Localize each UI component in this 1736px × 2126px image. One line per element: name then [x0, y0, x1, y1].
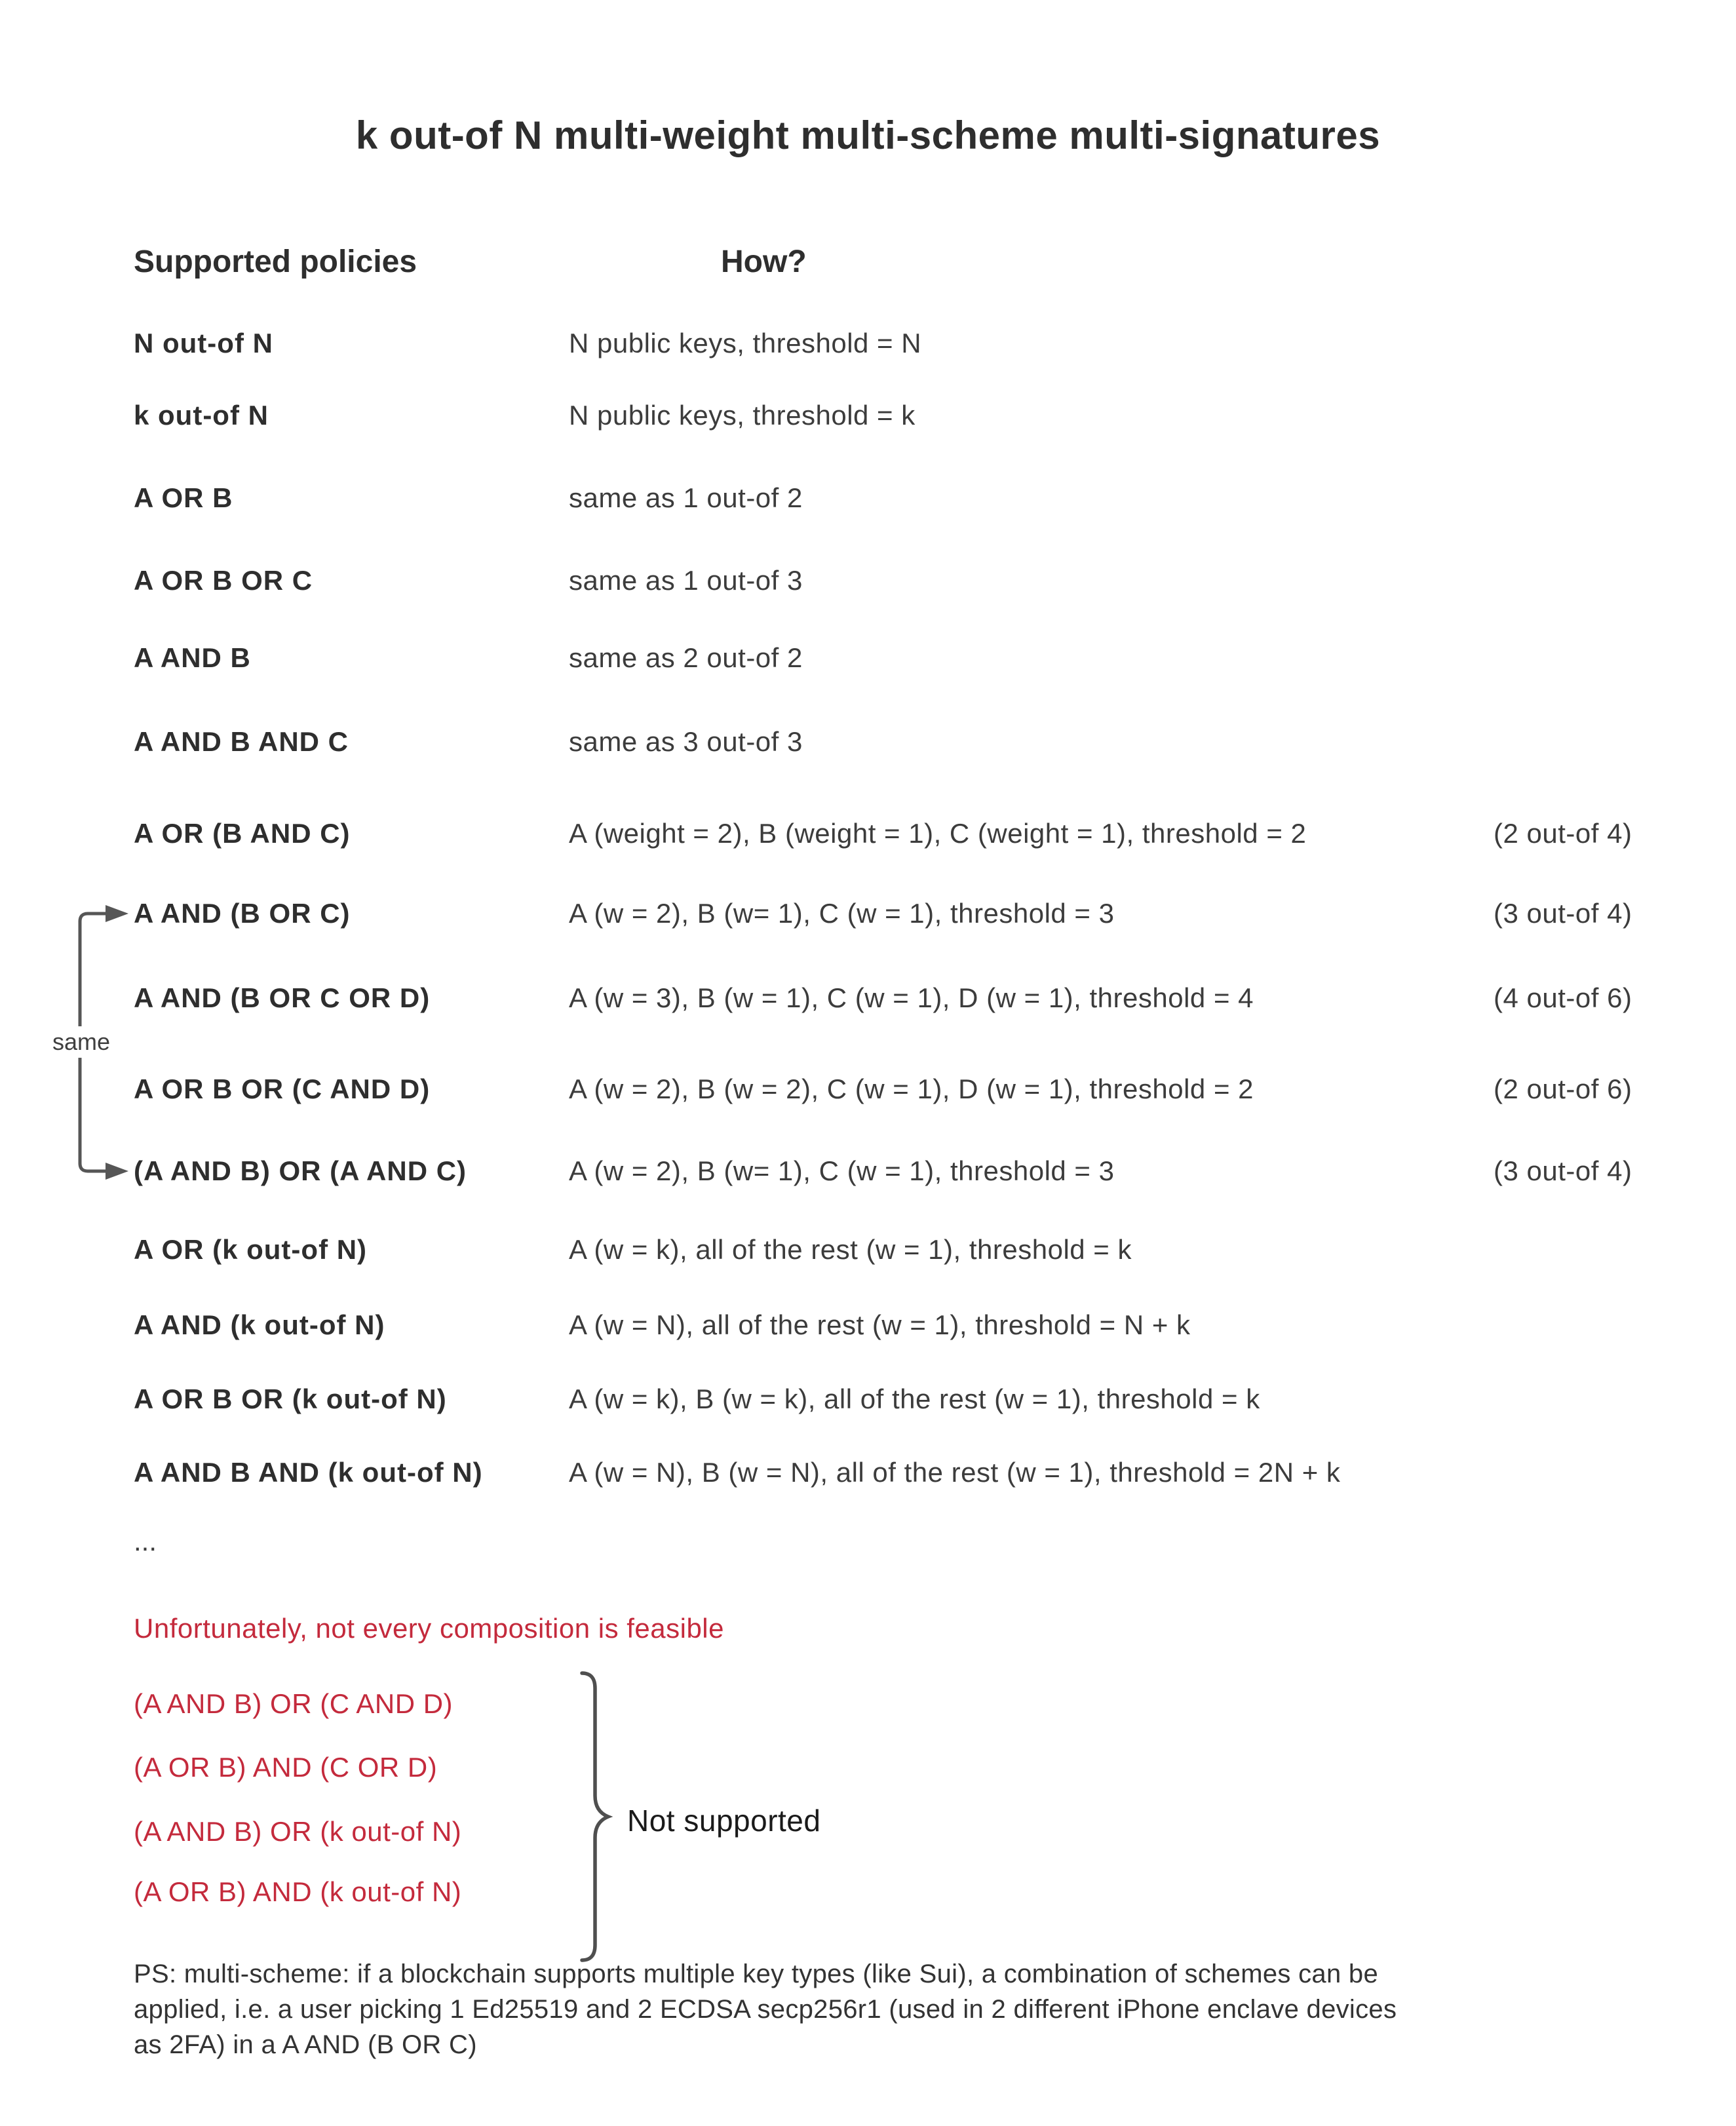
not-supported-label: Not supported [627, 1804, 821, 1838]
how-text: A (w = 2), B (w = 2), C (w = 1), D (w = 1), threshold = 2 [569, 1073, 1254, 1104]
threshold-note: (3 out-of 4) [1494, 898, 1632, 929]
policy-label: (A AND B) OR (A AND C) [134, 1155, 467, 1186]
table-row [0, 981, 1736, 1015]
infeasible-item: (A AND B) OR (k out-of N) [134, 1816, 462, 1847]
how-text: A (w = 2), B (w= 1), C (w = 1), threshold = 3 [569, 898, 1115, 929]
threshold-note: (4 out-of 6) [1494, 982, 1632, 1013]
policy-label: A OR B [134, 482, 233, 513]
page-title: k out-of N multi-weight multi-scheme multi-signatures [355, 113, 1381, 157]
how-text: N public keys, threshold = N [569, 328, 922, 358]
how-text: N public keys, threshold = k [569, 400, 916, 431]
how-text: A (weight = 2), B (weight = 1), C (weight = 1), threshold = 2 [569, 818, 1307, 849]
policy-label: A AND (B OR C) [134, 898, 351, 929]
table-row [0, 1382, 1736, 1416]
infeasible-item: (A OR B) AND (C OR D) [134, 1752, 438, 1783]
table-row [0, 1308, 1736, 1342]
policy-label: A OR (k out-of N) [134, 1234, 368, 1265]
threshold-note: (2 out-of 4) [1494, 818, 1632, 849]
policy-label: A OR B OR C [134, 565, 313, 596]
policy-label: A AND B AND (k out-of N) [134, 1457, 483, 1488]
policy-label: A OR B OR (C AND D) [134, 1073, 431, 1104]
table-row [0, 481, 1736, 515]
policy-label: A OR (B AND C) [134, 818, 351, 849]
policy-label: A AND (k out-of N) [134, 1309, 385, 1340]
ps-note [134, 1956, 1397, 2062]
policy-label: A AND B [134, 642, 251, 673]
table-row [0, 897, 1736, 931]
table-row [0, 1456, 1736, 1490]
same-annotation-label: same [48, 1026, 114, 1058]
threshold-note: (2 out-of 6) [1494, 1073, 1632, 1104]
how-text: same as 3 out-of 3 [569, 726, 803, 757]
table-row [0, 398, 1736, 433]
ps-note-line: PS: multi-scheme: if a blockchain supports multiple key types (like Sui), a combination of schemes can be [134, 1960, 1378, 1988]
how-text: A (w = N), all of the rest (w = 1), threshold = N + k [569, 1309, 1191, 1340]
table-row [0, 817, 1736, 851]
table-row [0, 725, 1736, 759]
threshold-note: (3 out-of 4) [1494, 1155, 1632, 1186]
how-text: A (w = 3), B (w = 1), C (w = 1), D (w = 1), threshold = 4 [569, 982, 1254, 1013]
policy-label: A AND (B OR C OR D) [134, 982, 431, 1013]
curly-brace-icon [577, 1671, 616, 1963]
how-text: A (w = N), B (w = N), all of the rest (w = 1), threshold = 2N + k [569, 1457, 1341, 1488]
how-text: same as 2 out-of 2 [569, 642, 803, 673]
infeasible-item: (A AND B) OR (C AND D) [134, 1688, 453, 1719]
policy-label: N out-of N [134, 328, 273, 358]
column-header-how: How? [721, 244, 807, 279]
policy-label: A OR B OR (k out-of N) [134, 1383, 447, 1414]
how-text: A (w = k), B (w = k), all of the rest (w = 1), threshold = k [569, 1383, 1260, 1414]
table-row [0, 1072, 1736, 1106]
how-text: A (w = k), all of the rest (w = 1), threshold = k [569, 1234, 1132, 1265]
how-text: same as 1 out-of 3 [569, 565, 803, 596]
how-text: A (w = 2), B (w= 1), C (w = 1), threshold = 3 [569, 1155, 1115, 1186]
column-header-supported-policies: Supported policies [134, 244, 417, 279]
arrow-down-right-icon [106, 1163, 128, 1180]
table-row [0, 641, 1736, 675]
ps-note-line: as 2FA) in a A AND (B OR C) [134, 2030, 477, 2059]
table-row [0, 1154, 1736, 1188]
infeasible-item: (A OR B) AND (k out-of N) [134, 1876, 462, 1907]
table-row [0, 1233, 1736, 1267]
arrow-up-right-icon [106, 905, 128, 922]
table-row [0, 564, 1736, 598]
table-row [0, 326, 1736, 360]
policy-label: A AND B AND C [134, 726, 349, 757]
table-continuation-ellipsis: ... [134, 1526, 157, 1556]
ps-note-line: applied, i.e. a user picking 1 Ed25519 and 2 ECDSA secp256r1 (used in 2 different iPhone enclave devices [134, 1995, 1397, 2024]
how-text: same as 1 out-of 2 [569, 482, 803, 513]
policy-label: k out-of N [134, 400, 269, 431]
infeasible-heading: Unfortunately, not every composition is feasible [134, 1613, 724, 1644]
